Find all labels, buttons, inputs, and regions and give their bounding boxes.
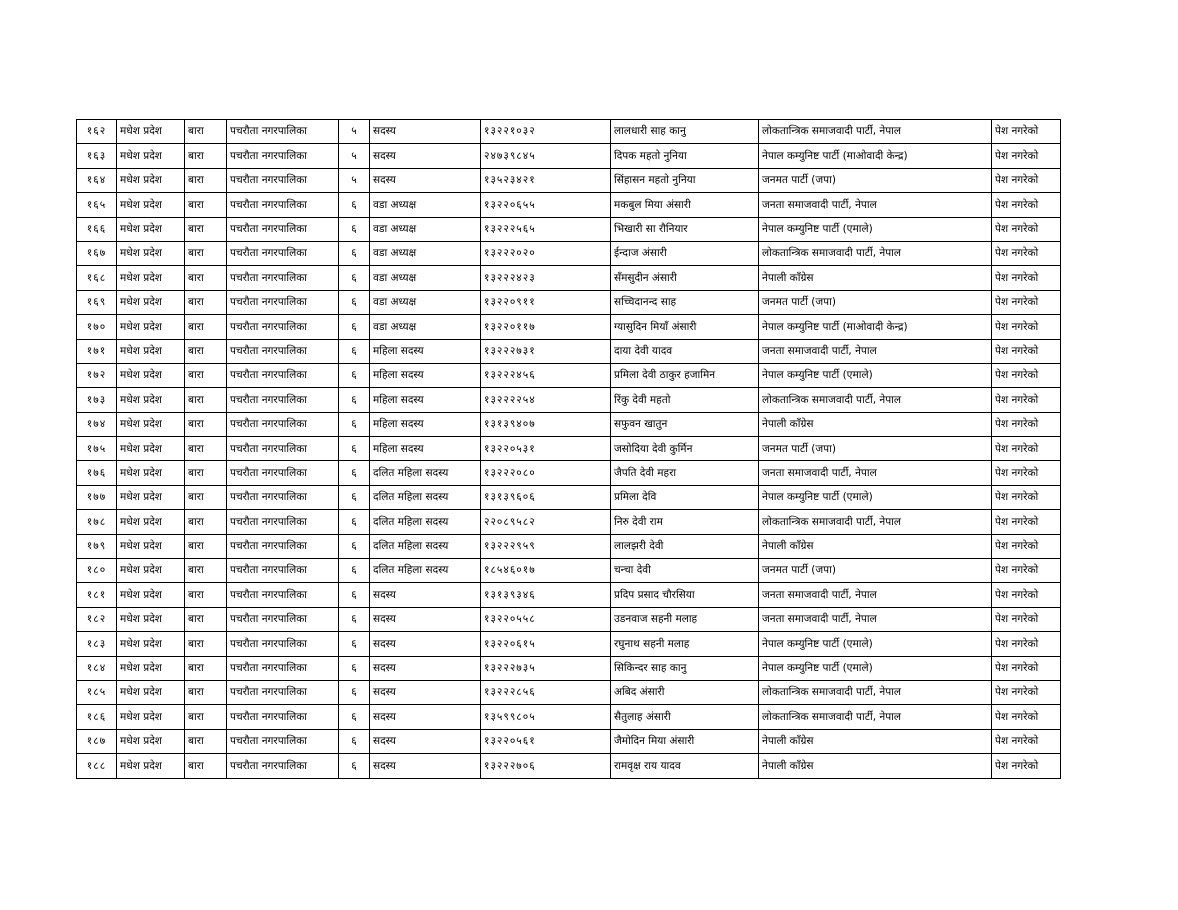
district-cell: बारा [185,583,227,607]
post-cell: सदस्य [370,144,481,168]
table-row [77,144,1061,168]
status-cell: पेश नगरेको [992,144,1061,168]
province-cell: मधेश प्रदेश [117,485,185,509]
table-row [77,193,1061,217]
voter-id-cell: १३२२२४२३ [481,266,611,290]
candidate-name-cell: रिंकु देवी महतो [611,388,759,412]
candidate-name-cell: मकबुल मिया अंसारी [611,193,759,217]
ward-cell: ५ [339,168,370,192]
ward-cell: ६ [339,266,370,290]
party-cell: जनता समाजवादी पार्टी, नेपाल [759,339,992,363]
serial-number-cell: १६९ [77,290,117,314]
ward-cell: ६ [339,241,370,265]
district-cell: बारा [185,290,227,314]
status-cell: पेश नगरेको [992,754,1061,778]
table-row [77,607,1061,631]
serial-number-cell: १८६ [77,705,117,729]
district-cell: बारा [185,510,227,534]
district-cell: बारा [185,315,227,339]
post-cell: महिला सदस्य [370,388,481,412]
party-cell: लोकतान्त्रिक समाजवादी पार्टी, नेपाल [759,510,992,534]
local-level-cell: पचरौता नगरपालिका [227,363,339,387]
province-cell: मधेश प्रदेश [117,193,185,217]
serial-number-cell: १७४ [77,412,117,436]
candidate-name-cell: जसोदिया देवी कुर्मिन [611,437,759,461]
district-cell: बारा [185,680,227,704]
post-cell: दलित महिला सदस्य [370,510,481,534]
local-level-cell: पचरौता नगरपालिका [227,193,339,217]
province-cell: मधेश प्रदेश [117,534,185,558]
table-row [77,485,1061,509]
status-cell: पेश नगरेको [992,534,1061,558]
district-cell: बारा [185,705,227,729]
candidate-name-cell: रघुनाथ सहनी मलाह [611,632,759,656]
province-cell: मधेश प्रदेश [117,217,185,241]
post-cell: सदस्य [370,168,481,192]
local-level-cell: पचरौता नगरपालिका [227,656,339,680]
status-cell: पेश नगरेको [992,120,1061,144]
serial-number-cell: १६२ [77,120,117,144]
local-level-cell: पचरौता नगरपालिका [227,241,339,265]
local-level-cell: पचरौता नगरपालिका [227,485,339,509]
province-cell: मधेश प्रदेश [117,266,185,290]
table-row [77,583,1061,607]
status-cell: पेश नगरेको [992,388,1061,412]
local-level-cell: पचरौता नगरपालिका [227,437,339,461]
district-cell: बारा [185,193,227,217]
voter-id-cell: २२०८९५८२ [481,510,611,534]
candidate-name-cell: प्रमिला देवि [611,485,759,509]
serial-number-cell: १७२ [77,363,117,387]
party-cell: जनमत पार्टी (जपा) [759,290,992,314]
ward-cell: ६ [339,437,370,461]
ward-cell: ६ [339,217,370,241]
ward-cell: ६ [339,607,370,631]
district-cell: बारा [185,241,227,265]
candidate-name-cell: सँमसुदीन अंसारी [611,266,759,290]
voter-id-cell: १३२२२०२० [481,241,611,265]
post-cell: महिला सदस्य [370,437,481,461]
voter-id-cell: १३२२०५३१ [481,437,611,461]
local-level-cell: पचरौता नगरपालिका [227,461,339,485]
status-cell: पेश नगरेको [992,680,1061,704]
district-cell: बारा [185,437,227,461]
district-cell: बारा [185,559,227,583]
status-cell: पेश नगरेको [992,705,1061,729]
party-cell: नेपाल कम्युनिष्ट पार्टी (एमाले) [759,217,992,241]
local-level-cell: पचरौता नगरपालिका [227,583,339,607]
voter-id-cell: १३२२०६१५ [481,632,611,656]
status-cell: पेश नगरेको [992,437,1061,461]
voter-id-cell: १३२२२७०६ [481,754,611,778]
table-row [77,510,1061,534]
district-cell: बारा [185,534,227,558]
candidate-name-cell: अबिद अंसारी [611,680,759,704]
candidate-name-cell: सच्चिदानन्द साह [611,290,759,314]
local-level-cell: पचरौता नगरपालिका [227,705,339,729]
local-level-cell: पचरौता नगरपालिका [227,632,339,656]
table-row [77,680,1061,704]
serial-number-cell: १८२ [77,607,117,631]
post-cell: दलित महिला सदस्य [370,559,481,583]
status-cell: पेश नगरेको [992,632,1061,656]
party-cell: जनता समाजवादी पार्टी, नेपाल [759,461,992,485]
local-level-cell: पचरौता नगरपालिका [227,510,339,534]
post-cell: सदस्य [370,729,481,753]
district-cell: बारा [185,217,227,241]
local-level-cell: पचरौता नगरपालिका [227,388,339,412]
status-cell: पेश नगरेको [992,583,1061,607]
candidate-name-cell: चन्चा देवी [611,559,759,583]
party-cell: जनमत पार्टी (जपा) [759,437,992,461]
table-row [77,437,1061,461]
voter-id-cell: १३२२२०८० [481,461,611,485]
candidate-table [76,119,1061,779]
candidate-name-cell: दिपक महतो नुनिया [611,144,759,168]
ward-cell: ६ [339,485,370,509]
ward-cell: ६ [339,510,370,534]
party-cell: नेपाल कम्युनिष्ट पार्टी (एमाले) [759,656,992,680]
post-cell: वडा अध्यक्ष [370,290,481,314]
status-cell: पेश नगरेको [992,485,1061,509]
post-cell: वडा अध्यक्ष [370,266,481,290]
district-cell: बारा [185,461,227,485]
table-row [77,363,1061,387]
serial-number-cell: १८७ [77,729,117,753]
serial-number-cell: १६८ [77,266,117,290]
ward-cell: ६ [339,632,370,656]
local-level-cell: पचरौता नगरपालिका [227,339,339,363]
candidate-name-cell: ईन्दाज अंसारी [611,241,759,265]
district-cell: बारा [185,607,227,631]
party-cell: नेपाल कम्युनिष्ट पार्टी (माओवादी केन्द्र) [759,144,992,168]
ward-cell: ६ [339,290,370,314]
voter-id-cell: १३२२२७३१ [481,339,611,363]
status-cell: पेश नगरेको [992,217,1061,241]
candidate-name-cell: लालधारी साह कानु [611,120,759,144]
province-cell: मधेश प्रदेश [117,510,185,534]
candidate-name-cell: सिकिन्दर साह कानु [611,656,759,680]
post-cell: सदस्य [370,607,481,631]
table-row [77,266,1061,290]
local-level-cell: पचरौता नगरपालिका [227,168,339,192]
candidate-name-cell: प्रदिप प्रसाद चौरसिया [611,583,759,607]
candidate-name-cell: भिखारी सा रौनियार [611,217,759,241]
voter-id-cell: १३२२२८५६ [481,680,611,704]
candidate-name-cell: जैपति देवी महरा [611,461,759,485]
province-cell: मधेश प्रदेश [117,680,185,704]
voter-id-cell: १३१३९३४६ [481,583,611,607]
party-cell: नेपाली काँग्रेस [759,266,992,290]
post-cell: सदस्य [370,680,481,704]
table-row [77,290,1061,314]
ward-cell: ६ [339,754,370,778]
district-cell: बारा [185,168,227,192]
post-cell: सदस्य [370,583,481,607]
province-cell: मधेश प्रदेश [117,583,185,607]
serial-number-cell: १८३ [77,632,117,656]
local-level-cell: पचरौता नगरपालिका [227,144,339,168]
status-cell: पेश नगरेको [992,241,1061,265]
local-level-cell: पचरौता नगरपालिका [227,412,339,436]
table-row [77,339,1061,363]
ward-cell: ५ [339,144,370,168]
district-cell: बारा [185,144,227,168]
serial-number-cell: १७९ [77,534,117,558]
candidate-name-cell: प्रमिला देवी ठाकुर हजामिन [611,363,759,387]
party-cell: जनता समाजवादी पार्टी, नेपाल [759,193,992,217]
serial-number-cell: १६४ [77,168,117,192]
serial-number-cell: १६७ [77,241,117,265]
district-cell: बारा [185,729,227,753]
ward-cell: ५ [339,120,370,144]
district-cell: बारा [185,363,227,387]
serial-number-cell: १७५ [77,437,117,461]
serial-number-cell: १७६ [77,461,117,485]
serial-number-cell: १८१ [77,583,117,607]
voter-id-cell: १३५२३४२१ [481,168,611,192]
local-level-cell: पचरौता नगरपालिका [227,754,339,778]
status-cell: पेश नगरेको [992,193,1061,217]
province-cell: मधेश प्रदेश [117,241,185,265]
ward-cell: ६ [339,363,370,387]
post-cell: सदस्य [370,754,481,778]
ward-cell: ६ [339,315,370,339]
party-cell: जनता समाजवादी पार्टी, नेपाल [759,583,992,607]
status-cell: पेश नगरेको [992,729,1061,753]
table-row [77,168,1061,192]
province-cell: मधेश प्रदेश [117,607,185,631]
status-cell: पेश नगरेको [992,607,1061,631]
party-cell: जनमत पार्टी (जपा) [759,559,992,583]
voter-id-cell: २४७३९८४५ [481,144,611,168]
post-cell: सदस्य [370,656,481,680]
serial-number-cell: १८० [77,559,117,583]
table-row [77,217,1061,241]
table-row [77,754,1061,778]
serial-number-cell: १७८ [77,510,117,534]
status-cell: पेश नगरेको [992,363,1061,387]
voter-id-cell: १३१३९६०६ [481,485,611,509]
party-cell: लोकतान्त्रिक समाजवादी पार्टी, नेपाल [759,388,992,412]
district-cell: बारा [185,632,227,656]
table-row [77,241,1061,265]
voter-id-cell: १३२२२४५६ [481,363,611,387]
candidate-name-cell: रामवृक्ष राय यादव [611,754,759,778]
status-cell: पेश नगरेको [992,559,1061,583]
local-level-cell: पचरौता नगरपालिका [227,290,339,314]
table-row [77,559,1061,583]
table-row [77,412,1061,436]
province-cell: मधेश प्रदेश [117,705,185,729]
serial-number-cell: १८५ [77,680,117,704]
province-cell: मधेश प्रदेश [117,412,185,436]
post-cell: महिला सदस्य [370,412,481,436]
serial-number-cell: १७३ [77,388,117,412]
province-cell: मधेश प्रदेश [117,559,185,583]
table-body [77,120,1061,779]
party-cell: जनता समाजवादी पार्टी, नेपाल [759,607,992,631]
table-row [77,729,1061,753]
party-cell: नेपाली काँग्रेस [759,729,992,753]
province-cell: मधेश प्रदेश [117,388,185,412]
table-row [77,656,1061,680]
voter-id-cell: १३२२२९५९ [481,534,611,558]
district-cell: बारा [185,412,227,436]
status-cell: पेश नगरेको [992,412,1061,436]
status-cell: पेश नगरेको [992,290,1061,314]
local-level-cell: पचरौता नगरपालिका [227,559,339,583]
district-cell: बारा [185,388,227,412]
party-cell: नेपाली काँग्रेस [759,534,992,558]
party-cell: लोकतान्त्रिक समाजवादी पार्टी, नेपाल [759,241,992,265]
ward-cell: ६ [339,583,370,607]
province-cell: मधेश प्रदेश [117,290,185,314]
ward-cell: ६ [339,559,370,583]
candidate-name-cell: सफुवन खातुन [611,412,759,436]
serial-number-cell: १६५ [77,193,117,217]
voter-id-cell: १३२२०५६१ [481,729,611,753]
ward-cell: ६ [339,339,370,363]
party-cell: नेपाल कम्युनिष्ट पार्टी (एमाले) [759,363,992,387]
candidate-name-cell: सैतुलाह अंसारी [611,705,759,729]
status-cell: पेश नगरेको [992,266,1061,290]
province-cell: मधेश प्रदेश [117,120,185,144]
local-level-cell: पचरौता नगरपालिका [227,680,339,704]
post-cell: वडा अध्यक्ष [370,193,481,217]
party-cell: लोकतान्त्रिक समाजवादी पार्टी, नेपाल [759,705,992,729]
party-cell: नेपाली काँग्रेस [759,412,992,436]
candidate-name-cell: जैमोदिन मिया अंसारी [611,729,759,753]
candidate-name-cell: उडनवाज सहनी मलाह [611,607,759,631]
province-cell: मधेश प्रदेश [117,339,185,363]
party-cell: जनमत पार्टी (जपा) [759,168,992,192]
table-row [77,632,1061,656]
ward-cell: ६ [339,656,370,680]
province-cell: मधेश प्रदेश [117,144,185,168]
post-cell: महिला सदस्य [370,339,481,363]
district-cell: बारा [185,656,227,680]
province-cell: मधेश प्रदेश [117,729,185,753]
ward-cell: ६ [339,412,370,436]
local-level-cell: पचरौता नगरपालिका [227,217,339,241]
post-cell: दलित महिला सदस्य [370,461,481,485]
candidate-name-cell: निरु देवी राम [611,510,759,534]
ward-cell: ६ [339,193,370,217]
local-level-cell: पचरौता नगरपालिका [227,266,339,290]
voter-id-cell: १३२२१०३२ [481,120,611,144]
province-cell: मधेश प्रदेश [117,632,185,656]
serial-number-cell: १७० [77,315,117,339]
party-cell: नेपाल कम्युनिष्ट पार्टी (एमाले) [759,632,992,656]
serial-number-cell: १७१ [77,339,117,363]
post-cell: सदस्य [370,120,481,144]
serial-number-cell: १६३ [77,144,117,168]
serial-number-cell: १८८ [77,754,117,778]
status-cell: पेश नगरेको [992,315,1061,339]
voter-id-cell: १८५४६०१७ [481,559,611,583]
status-cell: पेश नगरेको [992,461,1061,485]
ward-cell: ६ [339,388,370,412]
voter-id-cell: १३२२२७३५ [481,656,611,680]
party-cell: नेपाली काँग्रेस [759,754,992,778]
table-row [77,461,1061,485]
ward-cell: ६ [339,705,370,729]
status-cell: पेश नगरेको [992,339,1061,363]
party-cell: लोकतान्त्रिक समाजवादी पार्टी, नेपाल [759,120,992,144]
candidate-name-cell: ग्यासुदिन मियाँ अंसारी [611,315,759,339]
party-cell: नेपाल कम्युनिष्ट पार्टी (माओवादी केन्द्र) [759,315,992,339]
post-cell: वडा अध्यक्ष [370,241,481,265]
voter-id-cell: १३२२०६५५ [481,193,611,217]
province-cell: मधेश प्रदेश [117,363,185,387]
district-cell: बारा [185,120,227,144]
serial-number-cell: १८४ [77,656,117,680]
ward-cell: ६ [339,680,370,704]
party-cell: लोकतान्त्रिक समाजवादी पार्टी, नेपाल [759,680,992,704]
local-level-cell: पचरौता नगरपालिका [227,315,339,339]
district-cell: बारा [185,266,227,290]
voter-id-cell: १३२२०९११ [481,290,611,314]
province-cell: मधेश प्रदेश [117,315,185,339]
post-cell: महिला सदस्य [370,363,481,387]
voter-id-cell: १३५९९८०५ [481,705,611,729]
post-cell: दलित महिला सदस्य [370,534,481,558]
voter-id-cell: १३२२२२५४ [481,388,611,412]
table-row [77,120,1061,144]
province-cell: मधेश प्रदेश [117,437,185,461]
district-cell: बारा [185,485,227,509]
post-cell: वडा अध्यक्ष [370,315,481,339]
table-row [77,705,1061,729]
post-cell: सदस्य [370,705,481,729]
voter-id-cell: १३२२०११७ [481,315,611,339]
ward-cell: ६ [339,534,370,558]
status-cell: पेश नगरेको [992,510,1061,534]
table-row [77,315,1061,339]
candidate-name-cell: दाया देवी यादव [611,339,759,363]
district-cell: बारा [185,754,227,778]
serial-number-cell: १७७ [77,485,117,509]
local-level-cell: पचरौता नगरपालिका [227,534,339,558]
local-level-cell: पचरौता नगरपालिका [227,607,339,631]
post-cell: वडा अध्यक्ष [370,217,481,241]
voter-id-cell: १३२२२५६५ [481,217,611,241]
province-cell: मधेश प्रदेश [117,754,185,778]
post-cell: दलित महिला सदस्य [370,485,481,509]
status-cell: पेश नगरेको [992,168,1061,192]
province-cell: मधेश प्रदेश [117,168,185,192]
status-cell: पेश नगरेको [992,656,1061,680]
local-level-cell: पचरौता नगरपालिका [227,729,339,753]
candidate-name-cell: लालझरी देवी [611,534,759,558]
table-row [77,534,1061,558]
ward-cell: ६ [339,461,370,485]
candidate-name-cell: सिंहासन महतो नुनिया [611,168,759,192]
party-cell: नेपाल कम्युनिष्ट पार्टी (एमाले) [759,485,992,509]
voter-id-cell: १३१३९४०७ [481,412,611,436]
ward-cell: ६ [339,729,370,753]
post-cell: सदस्य [370,632,481,656]
district-cell: बारा [185,339,227,363]
province-cell: मधेश प्रदेश [117,656,185,680]
local-level-cell: पचरौता नगरपालिका [227,120,339,144]
voter-id-cell: १३२२०५५८ [481,607,611,631]
province-cell: मधेश प्रदेश [117,461,185,485]
table-row [77,388,1061,412]
serial-number-cell: १६६ [77,217,117,241]
